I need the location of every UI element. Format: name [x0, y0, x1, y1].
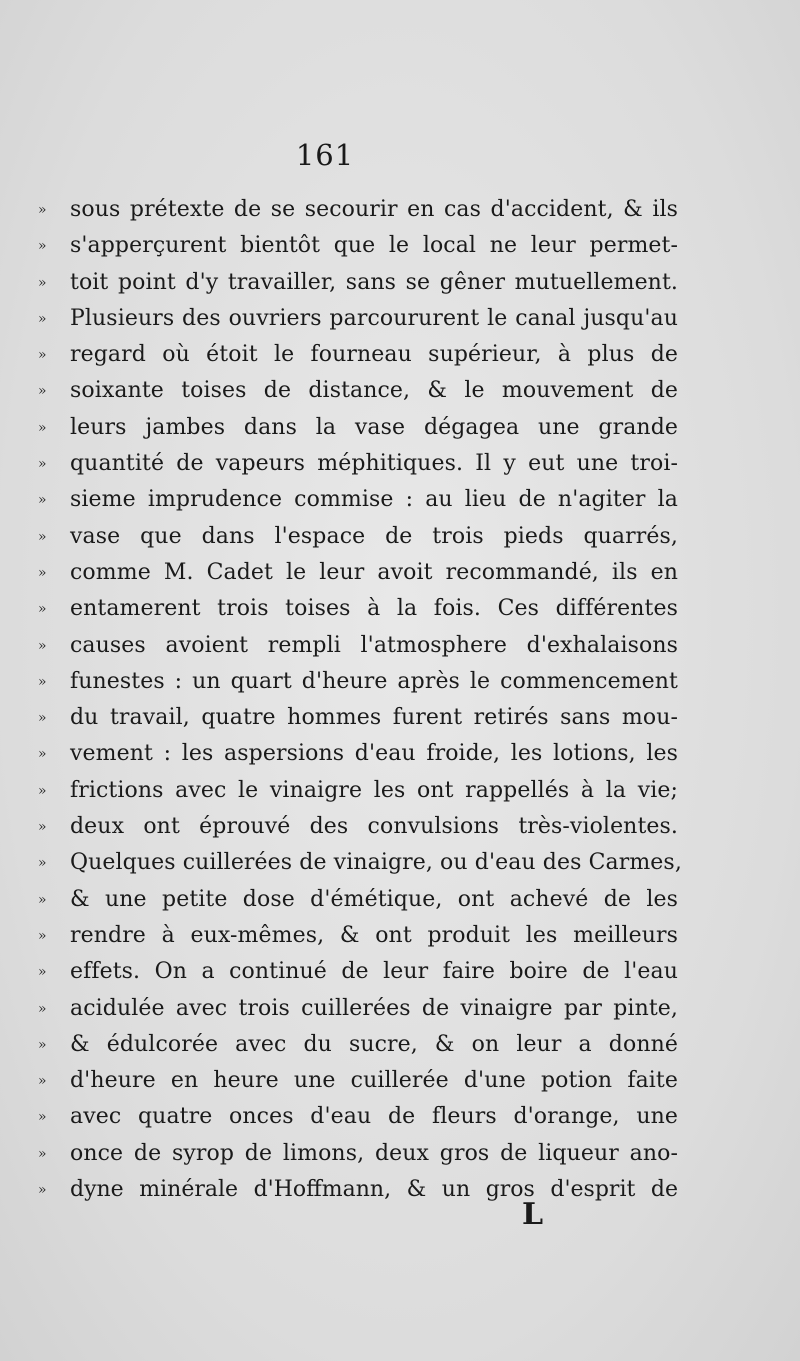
quote-mark: »: [38, 1073, 47, 1090]
quote-mark: »: [38, 528, 47, 545]
quote-mark: »: [38, 673, 47, 690]
quote-mark: »: [38, 564, 47, 581]
line-text: quantité de vapeurs méphitiques. Il y eut une troi-: [70, 451, 678, 477]
quote-mark: »: [38, 1182, 47, 1199]
line-text: entamerent trois toises à la fois. Ces différentes: [70, 596, 678, 622]
body-text: [38, 192, 682, 1208]
text-line: [38, 482, 678, 518]
line-text: funestes : un quart d'heure après le commencement: [70, 668, 678, 694]
quote-mark: »: [38, 746, 47, 763]
line-text: regard où étoit le fourneau supérieur, à plus de: [70, 342, 678, 368]
text-line: [38, 1027, 678, 1063]
quote-mark: »: [38, 492, 47, 509]
page-number: 161: [295, 138, 355, 172]
text-line: [38, 410, 678, 446]
quote-mark: »: [38, 891, 47, 908]
quote-mark: »: [38, 274, 47, 291]
line-text: acidulée avec trois cuillerées de vinaigre par pinte,: [70, 995, 678, 1021]
line-text: sieme imprudence commise : au lieu de n'agiter la: [70, 487, 678, 513]
line-text: frictions avec le vinaigre les ont rappellés à la vie;: [70, 777, 678, 803]
quote-mark: »: [38, 1000, 47, 1017]
quote-mark: »: [38, 1145, 47, 1162]
line-text: & une petite dose d'émétique, ont achevé de les: [70, 886, 678, 912]
text-line: [38, 446, 678, 482]
quote-mark: »: [38, 927, 47, 944]
text-line: [38, 991, 678, 1027]
line-text: sous prétexte de se secourir en cas d'accident, & ils: [70, 197, 678, 222]
line-text: s'apperçurent bientôt que le local ne leur permet-: [70, 233, 678, 259]
line-text: deux ont éprouvé des convulsions très-violentes.: [70, 814, 678, 840]
text-line: [38, 228, 678, 264]
line-text: avec quatre onces d'eau de fleurs d'orange, une: [70, 1104, 678, 1130]
text-line: [38, 373, 678, 409]
line-text: rendre à eux-mêmes, & ont produit les meilleurs: [70, 922, 678, 948]
line-text: once de syrop de limons, deux gros de liqueur ano-: [70, 1140, 678, 1166]
text-line: [38, 1136, 678, 1172]
line-text: causes avoient rempli l'atmosphere d'exhalaisons: [70, 632, 678, 658]
text-line: [38, 809, 678, 845]
quote-mark: »: [38, 710, 47, 727]
line-text: d'heure en heure une cuillerée d'une potion faite: [70, 1068, 678, 1094]
line-text: du travail, quatre hommes furent retirés sans mou-: [70, 705, 678, 731]
quote-mark: »: [38, 202, 47, 218]
quote-mark: »: [38, 347, 47, 364]
quote-mark: »: [38, 419, 47, 436]
quote-mark: »: [38, 456, 47, 473]
line-text: vement : les aspersions d'eau froide, les lotions, les: [70, 741, 678, 767]
line-text: Quelques cuillerées de vinaigre, ou d'eau des Carmes,: [70, 850, 682, 876]
line-text: vase que dans l'espace de trois pieds quarrés,: [70, 523, 678, 549]
text-line: [38, 265, 678, 301]
line-text: leurs jambes dans la vase dégagea une grande: [70, 414, 678, 440]
text-line: [38, 192, 678, 228]
quote-mark: »: [38, 238, 47, 255]
text-line: [38, 882, 678, 918]
text-line: [38, 664, 678, 700]
text-line: [38, 700, 678, 736]
quote-mark: »: [38, 1036, 47, 1053]
line-text: Plusieurs des ouvriers parcoururent le canal jusqu'au: [70, 305, 678, 331]
text-line: [38, 1099, 678, 1135]
text-line: [38, 555, 678, 591]
text-line: [38, 773, 678, 809]
text-line: [38, 628, 678, 664]
text-line: [38, 337, 678, 373]
text-line: [38, 1063, 678, 1099]
line-text: comme M. Cadet le leur avoit recommandé, ils en: [70, 559, 678, 585]
line-text: & édulcorée avec du sucre, & on leur a donné: [70, 1031, 678, 1057]
quote-mark: »: [38, 855, 47, 872]
text-line: [38, 1172, 678, 1208]
line-text: toit point d'y travailler, sans se gêner mutuellement.: [70, 269, 678, 295]
text-line: [38, 954, 678, 990]
quote-mark: »: [38, 782, 47, 799]
signature-mark: L: [522, 1197, 544, 1232]
quote-mark: »: [38, 383, 47, 400]
quote-mark: »: [38, 310, 47, 327]
line-text: effets. On a continué de leur faire boire de l'eau: [70, 959, 678, 985]
quote-mark: »: [38, 601, 47, 618]
text-line: [38, 519, 678, 555]
quote-mark: »: [38, 637, 47, 654]
quote-mark: »: [38, 964, 47, 981]
text-line: [38, 918, 678, 954]
line-text: soixante toises de distance, & le mouvement de: [70, 378, 678, 404]
line-text: dyne minérale d'Hoffmann, & un gros d'esprit de: [70, 1177, 678, 1203]
quote-mark: »: [38, 819, 47, 836]
text-line: [38, 845, 682, 881]
quote-mark: »: [38, 1109, 47, 1126]
text-line: [38, 591, 678, 627]
text-line: [38, 301, 678, 337]
text-line: [38, 736, 678, 772]
